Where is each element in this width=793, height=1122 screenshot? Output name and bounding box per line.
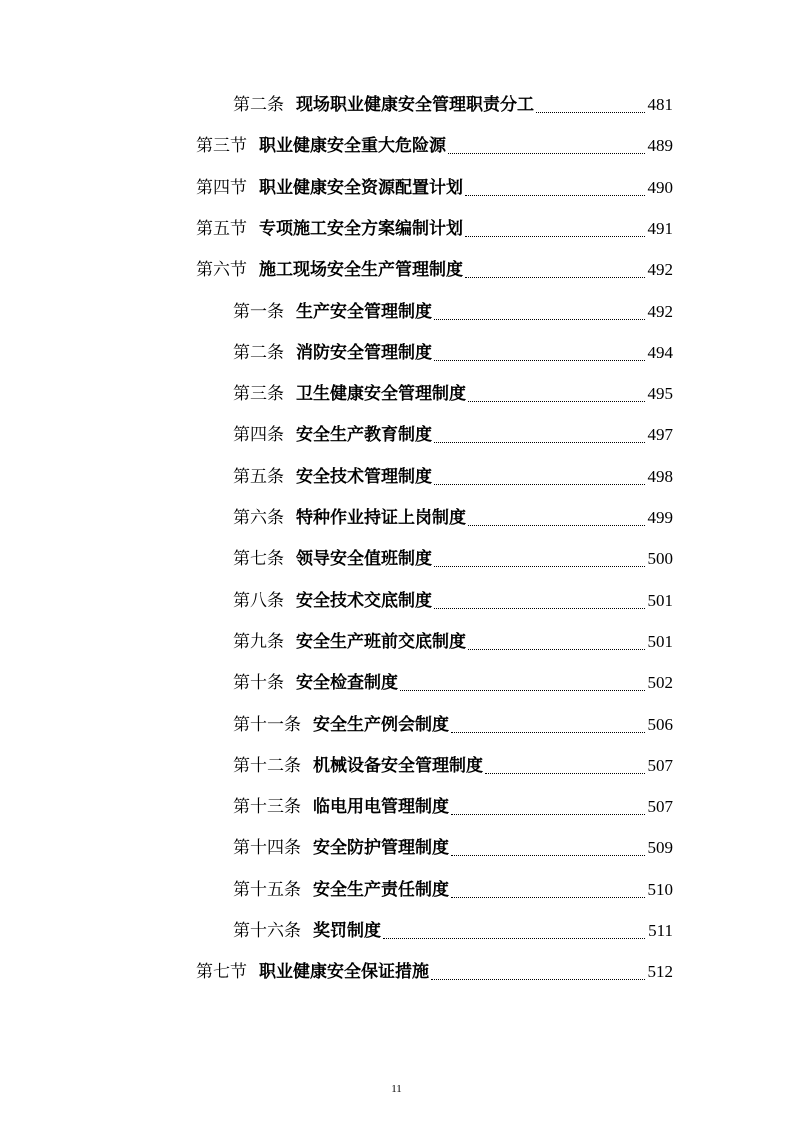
toc-dot-leader: [434, 484, 645, 485]
toc-dot-leader: [451, 897, 645, 898]
toc-entry-number: 第七节: [196, 962, 247, 983]
toc-dot-leader: [485, 773, 645, 774]
toc-entry-article[interactable]: [233, 379, 673, 409]
toc-entry-page: 507: [647, 755, 673, 775]
toc-dot-leader: [448, 153, 645, 154]
toc-dot-leader: [465, 195, 645, 196]
toc-entry-article[interactable]: [233, 338, 673, 368]
toc-entry-page: 512: [647, 962, 673, 982]
toc-entry-number: 第十二条: [233, 755, 301, 776]
toc-entry-number: 第十五条: [233, 879, 301, 900]
toc-dot-leader: [465, 236, 645, 237]
toc-dot-leader: [434, 566, 645, 567]
toc-entry-section[interactable]: [196, 214, 673, 244]
toc-dot-leader: [400, 690, 645, 691]
toc-entry-number: 第八条: [233, 590, 284, 611]
toc-dot-leader: [383, 938, 645, 939]
toc-entry-title: 临电用电管理制度: [313, 797, 449, 818]
toc-entry-article[interactable]: [233, 90, 673, 120]
toc-entry-title: 职业健康安全资源配置计划: [259, 177, 463, 198]
toc-entry-title: 奖罚制度: [313, 921, 381, 941]
toc-entry-article[interactable]: [233, 544, 673, 574]
toc-entry-title: 现场职业健康安全管理职责分工: [296, 95, 534, 115]
toc-entry-article[interactable]: [233, 875, 673, 905]
toc-dot-leader: [536, 112, 645, 113]
toc-entry-article[interactable]: [233, 503, 673, 533]
toc-entry-article[interactable]: [233, 668, 673, 698]
toc-entry-page: 507: [647, 797, 673, 817]
toc-entry-page: 501: [647, 590, 673, 610]
page-number: 11: [391, 1083, 402, 1095]
toc-entry-article[interactable]: [233, 833, 673, 863]
toc-entry-title: 消防安全管理制度: [296, 342, 432, 363]
toc-dot-leader: [468, 525, 645, 526]
toc-entry-page: 494: [647, 342, 673, 362]
toc-entry-article[interactable]: [233, 297, 673, 327]
toc-entry-number: 第六条: [233, 508, 284, 528]
toc-dot-leader: [431, 979, 645, 980]
toc-dot-leader: [434, 442, 645, 443]
toc-entry-page: 481: [647, 95, 673, 114]
toc-entry-article[interactable]: [233, 462, 673, 492]
toc-entry-title: 卫生健康安全管理制度: [296, 384, 466, 405]
toc-entry-title: 安全技术管理制度: [296, 466, 432, 487]
toc-entry-article[interactable]: [233, 792, 673, 822]
toc-entry-section[interactable]: [196, 957, 673, 987]
toc-entry-page: 509: [647, 838, 673, 858]
toc-entry-title: 专项施工安全方案编制计划: [259, 218, 463, 239]
toc-dot-leader: [451, 855, 645, 856]
toc-entry-title: 生产安全管理制度: [296, 301, 432, 322]
toc-entry-number: 第七条: [233, 549, 284, 570]
toc-entry-title: 安全检查制度: [296, 673, 398, 694]
toc-entry-number: 第四节: [196, 177, 247, 198]
toc-entry-number: 第十一条: [233, 714, 301, 735]
toc-entry-page: 497: [647, 425, 673, 445]
toc-entry-title: 安全技术交底制度: [296, 590, 432, 611]
toc-entry-article[interactable]: [233, 916, 673, 946]
toc-entry-number: 第三条: [233, 384, 284, 405]
toc-dot-leader: [465, 277, 645, 278]
toc-entry-page: 510: [647, 879, 673, 899]
toc-entry-page: 492: [647, 260, 673, 280]
toc-entry-section[interactable]: [196, 131, 673, 161]
toc-entry-article[interactable]: [233, 710, 673, 740]
toc-entry-page: 506: [647, 714, 673, 734]
toc-dot-leader: [434, 319, 645, 320]
toc-entry-number: 第九条: [233, 631, 284, 652]
toc-entry-number: 第一条: [233, 301, 284, 322]
toc-entry-title: 施工现场安全生产管理制度: [259, 260, 463, 281]
toc-entry-number: 第三节: [196, 136, 247, 157]
toc-entry-number: 第五节: [196, 218, 247, 239]
toc-entry-title: 安全生产例会制度: [313, 714, 449, 735]
toc-entry-page: 500: [647, 549, 673, 569]
toc-entry-number: 第二条: [233, 95, 284, 115]
toc-entry-number: 第十条: [233, 673, 284, 694]
toc-entry-section[interactable]: [196, 173, 673, 203]
toc-entry-page: 492: [647, 301, 673, 321]
toc-entry-article[interactable]: [233, 751, 673, 781]
toc-dot-leader: [468, 401, 645, 402]
toc-entry-number: 第十三条: [233, 797, 301, 818]
toc-entry-title: 职业健康安全保证措施: [259, 962, 429, 983]
toc-entry-page: 502: [647, 673, 673, 693]
toc-entry-article[interactable]: [233, 586, 673, 616]
toc-entry-title: 安全防护管理制度: [313, 838, 449, 859]
toc-entry-number: 第十四条: [233, 838, 301, 859]
toc-entry-title: 职业健康安全重大危险源: [259, 136, 446, 157]
toc-entry-page: 495: [647, 384, 673, 404]
toc-entry-page: 501: [647, 631, 673, 651]
toc-entry-page: 489: [647, 136, 673, 156]
toc-entry-section[interactable]: [196, 255, 673, 285]
toc-entry-title: 安全生产班前交底制度: [296, 631, 466, 652]
toc-dot-leader: [451, 814, 645, 815]
toc-entry-title: 领导安全值班制度: [296, 549, 432, 570]
toc-entry-page: 498: [647, 466, 673, 486]
toc-entry-number: 第五条: [233, 466, 284, 487]
toc-entry-page: 511: [648, 921, 673, 940]
toc-entry-page: 499: [647, 508, 673, 527]
toc-entry-article[interactable]: [233, 420, 673, 450]
toc-entry-page: 491: [647, 218, 673, 238]
toc-entry-number: 第二条: [233, 342, 284, 363]
toc-entry-page: 490: [647, 177, 673, 197]
toc-dot-leader: [468, 649, 645, 650]
toc-dot-leader: [451, 732, 645, 733]
toc-dot-leader: [434, 608, 645, 609]
toc-entry-title: 安全生产教育制度: [296, 425, 432, 446]
toc-entry-title: 安全生产责任制度: [313, 879, 449, 900]
toc-entry-title: 特种作业持证上岗制度: [296, 508, 466, 528]
toc-entry-article[interactable]: [233, 627, 673, 657]
toc-entry-title: 机械设备安全管理制度: [313, 755, 483, 776]
toc-entry-number: 第四条: [233, 425, 284, 446]
toc-entry-number: 第六节: [196, 260, 247, 281]
toc-dot-leader: [434, 360, 645, 361]
toc-entry-number: 第十六条: [233, 921, 301, 941]
